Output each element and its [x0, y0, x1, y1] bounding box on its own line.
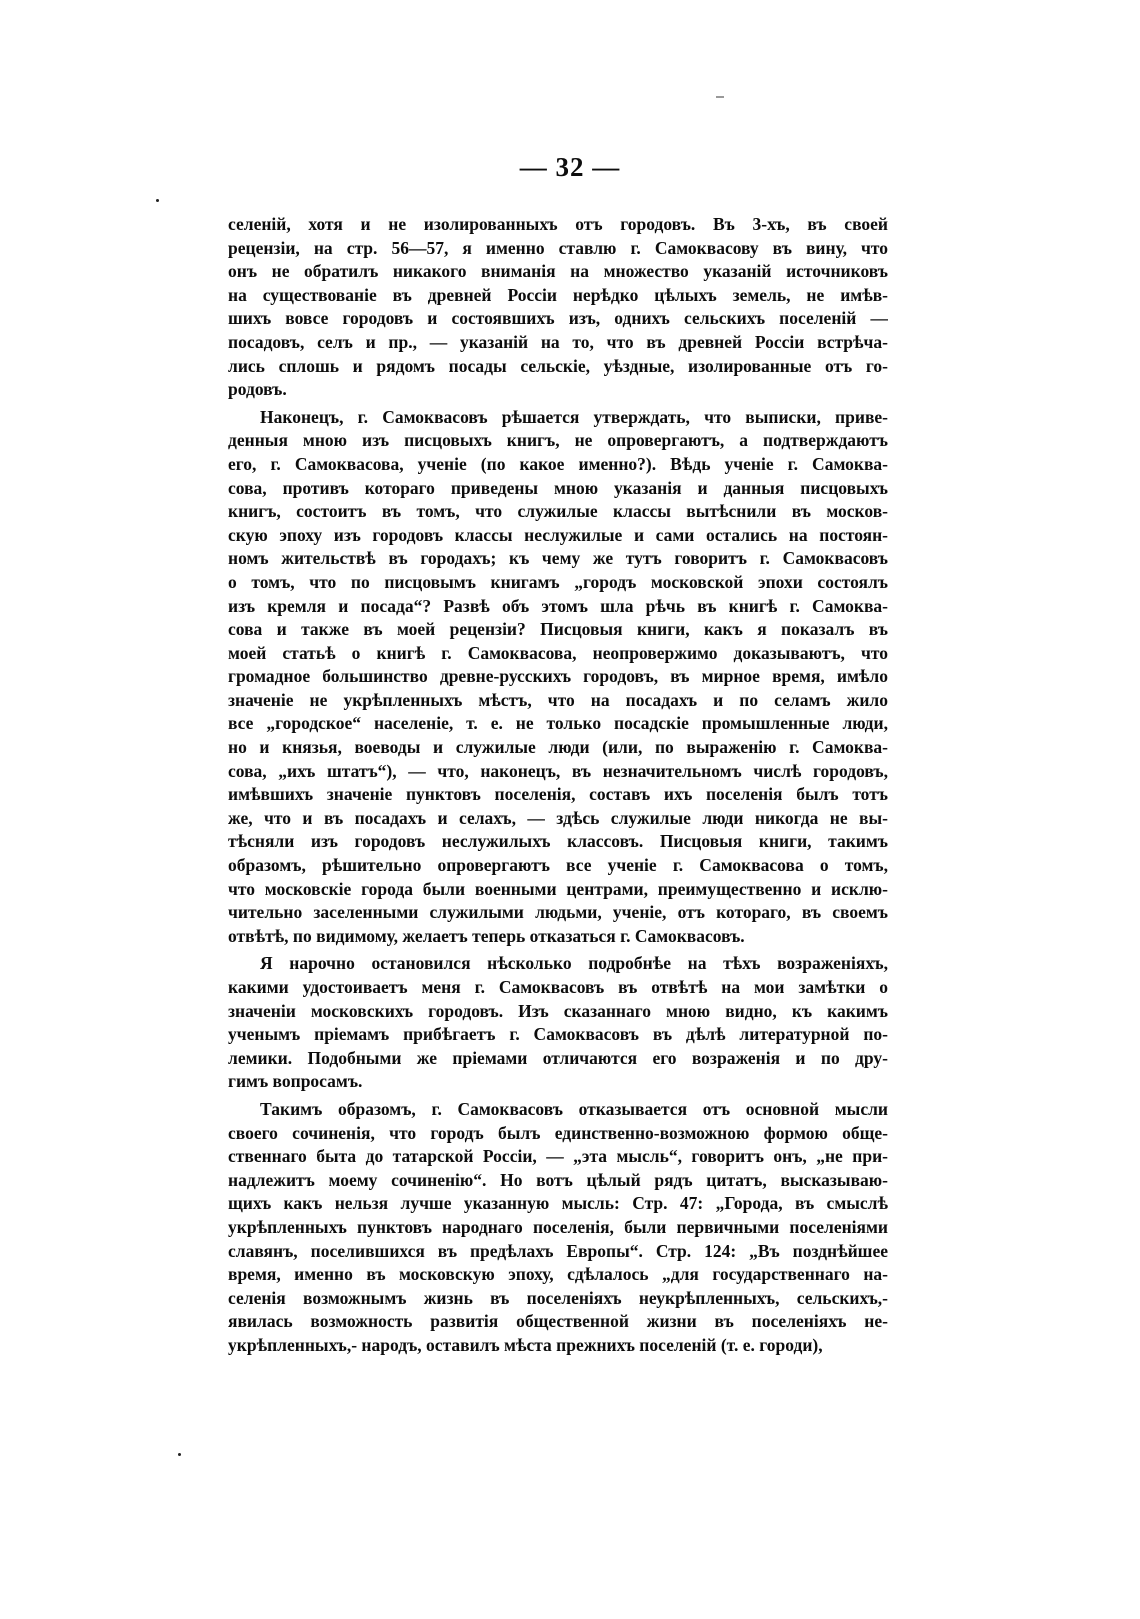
text-line: номъ жительствѣ въ городахъ; къ чему же тутъ говоритъ г. Самоквасовъ	[228, 548, 888, 569]
text-line: славянъ, поселившихся въ предѣлахъ Европы“. Стр. 124: „Въ позднѣйшее	[228, 1240, 888, 1261]
text-line: на существованіе въ древней Россіи нерѣдко цѣлыхъ земель, не имѣв-	[228, 284, 888, 305]
text-line: своего сочиненія, что городъ былъ единственно-возможною формою обще-	[228, 1122, 888, 1143]
text-line: шихъ вовсе городовъ и состоявшихъ изъ, однихъ сельскихъ поселеній —	[228, 308, 888, 329]
text-line: гимъ вопросамъ.	[228, 1071, 363, 1092]
text-line: отвѣтѣ, по видимому, желаетъ теперь отказаться г. Самоквасовъ.	[228, 925, 745, 946]
text-line: что московскіе города были военными центрами, преимущественно и исклю-	[228, 878, 888, 899]
page-number: — 32 —	[519, 152, 621, 182]
text-line: селенія возможнымъ жизнь въ поселеніяхъ неукрѣпленныхъ, сельскихъ,-	[228, 1287, 888, 1308]
text-line: ученымъ пріемамъ прибѣгаетъ г. Самоквасовъ въ дѣлѣ литературной по-	[228, 1024, 888, 1045]
paragraph	[228, 1098, 888, 1358]
text-line: щихъ какъ нельзя лучше указанную мысль: Стр. 47: „Города, въ смыслѣ	[228, 1193, 888, 1214]
text-line: громадное большинство древне-русскихъ городовъ, въ мирное время, имѣло	[228, 666, 888, 687]
text-line: родовъ.	[228, 379, 287, 400]
text-line: скую эпоху изъ городовъ классы неслужилые и сами остались на постоян-	[228, 524, 888, 545]
text-line: рецензіи, на стр. 56—57, я именно ставлю г. Самоквасову въ вину, что	[228, 237, 888, 258]
text-line: сова, „ихъ штатъ“), — что, наконецъ, въ незначительномъ числѣ городовъ,	[228, 760, 888, 781]
text-line: образомъ, рѣшительно опровергаютъ все ученіе г. Самоквасова о томъ,	[228, 855, 888, 876]
text-line: ственнаго быта до татарской Россіи, — „эта мысль“, говоритъ онъ, „не при-	[228, 1146, 888, 1167]
scan-speck	[178, 1453, 181, 1456]
text-line: укрѣпленныхъ,- народъ, оставилъ мѣста прежнихъ поселеній (т. е. городи),	[228, 1334, 823, 1355]
text-line: лемики. Подобными же пріемами отличаются его возраженія и по дру-	[228, 1047, 888, 1068]
text-line: время, именно въ московскую эпоху, сдѣлалось „для государственнаго на-	[228, 1264, 888, 1285]
text-line: книгъ, состоитъ въ томъ, что служилые классы вытѣснили въ москов-	[228, 501, 888, 522]
text-line: изъ кремля и посада“? Развѣ объ этомъ шла рѣчь въ книгѣ г. Самоква-	[228, 595, 888, 616]
paragraph	[228, 406, 888, 949]
text-line: все „городское“ населеніе, т. е. не только посадскіе промышленные люди,	[228, 713, 888, 734]
text-line: имѣвшихъ значеніе пунктовъ поселенія, составъ ихъ поселенія былъ тотъ	[228, 784, 888, 805]
text-line: лись сплошь и рядомъ посады сельскіе, уѣздные, изолированные отъ го-	[228, 355, 888, 376]
paragraph	[228, 213, 888, 402]
text-line: явилась возможность развитія общественной жизни въ поселеніяхъ не-	[228, 1311, 888, 1332]
text-line: сова, противъ котораго приведены мною указанія и данныя писцовыхъ	[228, 477, 888, 498]
scan-speck	[156, 199, 159, 202]
text-line: моей статьѣ о книгѣ г. Самоквасова, неопровержимо доказываютъ, что	[228, 642, 888, 663]
text-line: но и князья, воеводы и служилые люди (или, по выраженію г. Самоква-	[228, 737, 888, 758]
text-line: же, что и въ посадахъ и селахъ, — здѣсь служилые люди никогда не вы-	[228, 807, 888, 828]
text-line: тѣсняли изъ городовъ неслужилыхъ классовъ. Писцовыя книги, такимъ	[228, 831, 888, 852]
text-line: укрѣпленныхъ пунктовъ народнаго поселенія, были первичными поселеніями	[228, 1216, 888, 1237]
text-line: значеніе не укрѣпленныхъ мѣстъ, что на посадахъ и по селамъ жило	[228, 689, 888, 710]
text-line: значеніи московскихъ городовъ. Изъ сказаннаго мною видно, къ какимъ	[228, 1000, 888, 1021]
text-line: онъ не обратилъ никакого вниманія на множество указаній источниковъ	[228, 261, 888, 282]
text-line: сова и также въ моей рецензіи? Писцовыя книги, какъ я показалъ въ	[228, 619, 888, 640]
text-line: какими удостоиваетъ меня г. Самоквасовъ въ отвѣтѣ на мои замѣтки о	[228, 977, 888, 997]
scan-mark	[716, 96, 724, 98]
text-line: о томъ, что по писцовымъ книгамъ „городъ московской эпохи состоялъ	[228, 571, 888, 592]
text-line: посадовъ, селъ и пр., — указаній на то, что въ древней Россіи встрѣча-	[228, 331, 888, 352]
text-line: его, г. Самоквасова, ученіе (по какое именно?). Вѣдь ученіе г. Самоква-	[228, 453, 888, 474]
paragraph	[228, 952, 888, 1094]
text-line: чительно заселенными служилыми людьми, ученіе, отъ котораго, въ своемъ	[228, 902, 888, 923]
text-line: Такимъ образомъ, г. Самоквасовъ отказывается отъ основной мысли	[260, 1098, 888, 1119]
text-line: надлежитъ моему сочиненію“. Но вотъ цѣлый рядъ цитатъ, высказываю-	[228, 1169, 888, 1190]
text-line: селеній, хотя и не изолированныхъ отъ городовъ. Въ 3-хъ, въ своей	[228, 214, 888, 234]
text-line: Я нарочно остановился нѣсколько подробнѣе на тѣхъ возраженіяхъ,	[260, 953, 888, 974]
body-text	[228, 213, 888, 1362]
text-line: денныя мною изъ писцовыхъ книгъ, не опровергаютъ, а подтверждаютъ	[228, 430, 888, 451]
text-line: Наконецъ, г. Самоквасовъ рѣшается утверждать, что выписки, приве-	[260, 406, 888, 427]
